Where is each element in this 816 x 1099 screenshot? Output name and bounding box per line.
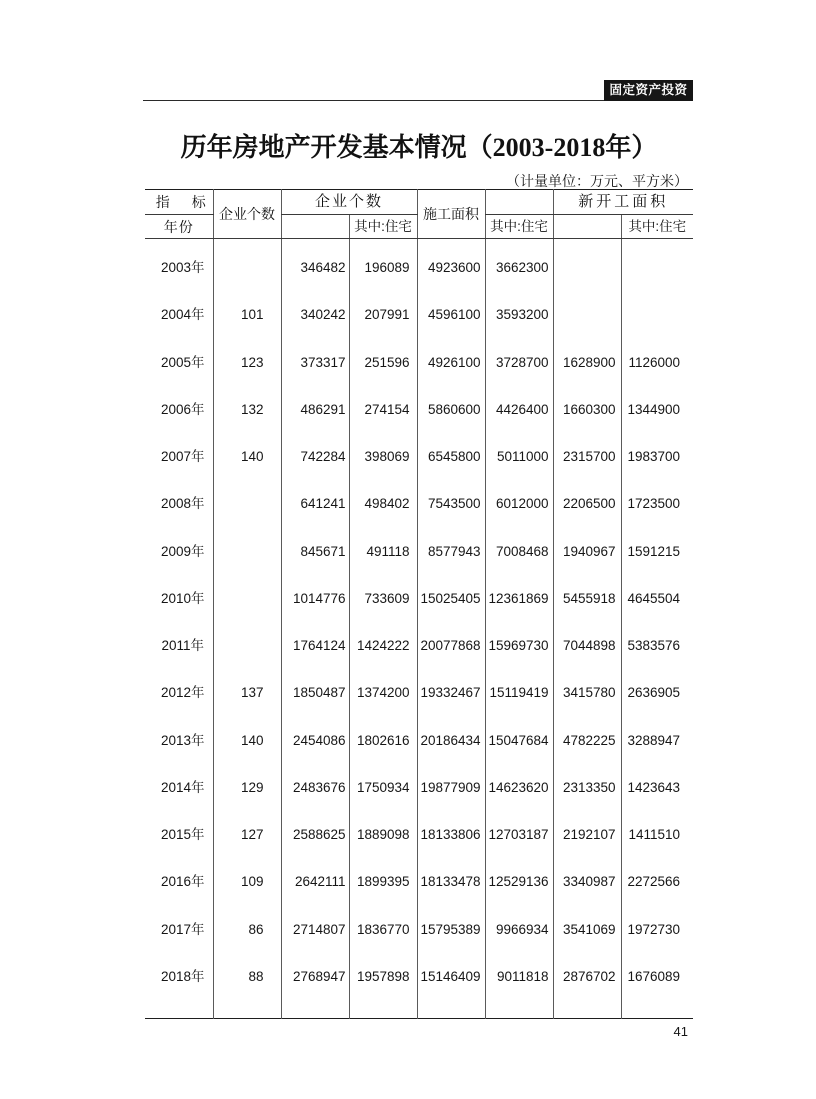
construction-area-residential-cell: 15969730 — [485, 623, 553, 670]
stub-header-indicator: 指 标 — [145, 190, 213, 215]
enterprise-count-group-cell: 373317 — [281, 339, 349, 386]
enterprise-count-residential-cell: 1750934 — [349, 764, 417, 811]
enterprise-count-group-cell: 2768947 — [281, 953, 349, 1000]
new-start-area-cell: 2315700 — [553, 434, 621, 481]
new-start-area-residential-cell: 1126000 — [621, 339, 693, 386]
enterprise-count-cell: 132 — [213, 386, 281, 433]
enterprise-count-cell: 127 — [213, 812, 281, 859]
spacer-cell — [213, 1001, 281, 1019]
construction-area-residential-cell: 14623620 — [485, 764, 553, 811]
new-start-area-cell: 2876702 — [553, 953, 621, 1000]
construction-area-cell: 4596100 — [417, 292, 485, 339]
table-row — [145, 339, 693, 386]
enterprise-count-group-cell: 845671 — [281, 528, 349, 575]
table-row — [145, 386, 693, 433]
new-start-area-cell: 2206500 — [553, 481, 621, 528]
construction-area-cell: 15795389 — [417, 906, 485, 953]
enterprise-count-residential-cell: 274154 — [349, 386, 417, 433]
new-start-area-residential-cell: 1423643 — [621, 764, 693, 811]
construction-area-cell: 5860600 — [417, 386, 485, 433]
enterprise-count-residential-cell: 251596 — [349, 339, 417, 386]
construction-area-cell: 15025405 — [417, 575, 485, 622]
enterprise-count-group-cell: 340242 — [281, 292, 349, 339]
year-cell: 2013年 — [160, 732, 205, 748]
construction-area-cell: 18133478 — [417, 859, 485, 906]
header-group-enterprise-count: 企业个数 — [281, 190, 417, 215]
table-header — [145, 190, 693, 239]
new-start-area-residential-cell: 1983700 — [621, 434, 693, 481]
enterprise-count-group-cell: 346482 — [281, 245, 349, 292]
spacer-cell — [281, 1001, 349, 1019]
year-cell: 2004年 — [160, 307, 205, 323]
table-row — [145, 670, 693, 717]
new-start-area-residential-cell: 1972730 — [621, 906, 693, 953]
construction-area-residential-cell: 15047684 — [485, 717, 553, 764]
construction-area-residential-cell: 5011000 — [485, 434, 553, 481]
new-start-area-cell: 3541069 — [553, 906, 621, 953]
enterprise-count-group-cell: 2588625 — [281, 812, 349, 859]
construction-area-cell: 18133806 — [417, 812, 485, 859]
construction-area-residential-cell: 3662300 — [485, 245, 553, 292]
spacer-cell — [485, 1001, 553, 1019]
year-cell: 2015年 — [160, 827, 205, 843]
table-row — [145, 717, 693, 764]
enterprise-count-cell — [213, 575, 281, 622]
enterprise-count-group-cell: 486291 — [281, 386, 349, 433]
header-new-start-residential: 其中:住宅 — [621, 215, 693, 239]
table-row — [145, 812, 693, 859]
table-spacer — [145, 1001, 693, 1019]
spacer-cell — [621, 1001, 693, 1019]
enterprise-count-residential-cell: 1889098 — [349, 812, 417, 859]
header-empty-cell — [553, 215, 621, 239]
construction-area-cell: 7543500 — [417, 481, 485, 528]
year-cell: 2017年 — [160, 921, 205, 937]
unit-note: （计量单位：万元、平方米） — [506, 173, 688, 189]
enterprise-count-group-cell: 641241 — [281, 481, 349, 528]
new-start-area-residential-cell: 1344900 — [621, 386, 693, 433]
enterprise-count-residential-cell: 733609 — [349, 575, 417, 622]
enterprise-count-group-cell: 2483676 — [281, 764, 349, 811]
header-construction-residential: 其中:住宅 — [485, 215, 553, 239]
new-start-area-residential-cell: 2272566 — [621, 859, 693, 906]
header-empty-cell — [281, 215, 349, 239]
construction-area-cell: 6545800 — [417, 434, 485, 481]
table-row — [145, 245, 693, 292]
year-cell: 2012年 — [160, 685, 205, 701]
new-start-area-cell: 2313350 — [553, 764, 621, 811]
new-start-area-residential-cell: 1676089 — [621, 953, 693, 1000]
page-number: 41 — [673, 1024, 688, 1039]
construction-area-residential-cell: 12361869 — [485, 575, 553, 622]
header-row-top — [145, 190, 693, 215]
enterprise-count-cell: 88 — [213, 953, 281, 1000]
enterprise-count-residential-cell: 1374200 — [349, 670, 417, 717]
construction-area-residential-cell: 3593200 — [485, 292, 553, 339]
enterprise-count-residential-cell: 1802616 — [349, 717, 417, 764]
construction-area-cell: 20077868 — [417, 623, 485, 670]
enterprise-count-group-cell: 1850487 — [281, 670, 349, 717]
enterprise-count-residential-cell: 491118 — [349, 528, 417, 575]
new-start-area-residential-cell: 4645504 — [621, 575, 693, 622]
enterprise-count-cell — [213, 481, 281, 528]
year-cell: 2008年 — [160, 496, 205, 512]
table-row — [145, 953, 693, 1000]
enterprise-count-group-cell: 1014776 — [281, 575, 349, 622]
year-cell: 2005年 — [160, 354, 205, 370]
enterprise-count-cell — [213, 245, 281, 292]
table-row — [145, 623, 693, 670]
table-body — [145, 239, 693, 1019]
enterprise-count-group-cell: 2642111 — [281, 859, 349, 906]
new-start-area-cell: 3415780 — [553, 670, 621, 717]
enterprise-count-cell: 123 — [213, 339, 281, 386]
header-group-residential: 其中:住宅 — [349, 215, 417, 239]
enterprise-count-group-cell: 2714807 — [281, 906, 349, 953]
table-row — [145, 528, 693, 575]
new-start-area-cell: 4782225 — [553, 717, 621, 764]
construction-area-residential-cell: 3728700 — [485, 339, 553, 386]
table-row — [145, 906, 693, 953]
table-row — [145, 434, 693, 481]
stub-header-year: 年份 — [145, 215, 213, 239]
construction-area-residential-cell: 12703187 — [485, 812, 553, 859]
construction-area-residential-cell: 7008468 — [485, 528, 553, 575]
table-row — [145, 764, 693, 811]
table-row — [145, 859, 693, 906]
year-cell: 2010年 — [160, 590, 205, 606]
enterprise-count-residential-cell: 1424222 — [349, 623, 417, 670]
new-start-area-cell: 5455918 — [553, 575, 621, 622]
new-start-area-cell — [553, 245, 621, 292]
construction-area-cell: 19332467 — [417, 670, 485, 717]
new-start-area-cell — [553, 292, 621, 339]
enterprise-count-group-cell: 742284 — [281, 434, 349, 481]
enterprise-count-cell: 86 — [213, 906, 281, 953]
enterprise-count-cell — [213, 623, 281, 670]
year-cell: 2007年 — [160, 449, 205, 465]
new-start-area-cell: 7044898 — [553, 623, 621, 670]
construction-area-residential-cell: 4426400 — [485, 386, 553, 433]
construction-area-residential-cell: 6012000 — [485, 481, 553, 528]
new-start-area-residential-cell: 2636905 — [621, 670, 693, 717]
enterprise-count-group-cell: 1764124 — [281, 623, 349, 670]
enterprise-count-cell: 140 — [213, 434, 281, 481]
new-start-area-residential-cell — [621, 292, 693, 339]
enterprise-count-cell: 140 — [213, 717, 281, 764]
new-start-area-cell: 1660300 — [553, 386, 621, 433]
year-cell: 2011年 — [161, 638, 205, 654]
new-start-area-cell: 3340987 — [553, 859, 621, 906]
year-cell: 2016年 — [160, 874, 205, 890]
construction-area-cell: 20186434 — [417, 717, 485, 764]
new-start-area-residential-cell: 3288947 — [621, 717, 693, 764]
year-cell: 2003年 — [160, 260, 205, 276]
year-cell: 2009年 — [160, 543, 205, 559]
construction-area-residential-cell: 9011818 — [485, 953, 553, 1000]
enterprise-count-residential-cell: 1836770 — [349, 906, 417, 953]
enterprise-count-cell: 137 — [213, 670, 281, 717]
table-row — [145, 481, 693, 528]
new-start-area-residential-cell — [621, 245, 693, 292]
construction-area-cell: 15146409 — [417, 953, 485, 1000]
new-start-area-cell: 2192107 — [553, 812, 621, 859]
data-table — [145, 189, 693, 1019]
header-enterprise-count: 企业个数 — [213, 190, 281, 239]
new-start-area-residential-cell: 1411510 — [621, 812, 693, 859]
construction-area-cell: 8577943 — [417, 528, 485, 575]
new-start-area-residential-cell: 1591215 — [621, 528, 693, 575]
spacer-cell — [553, 1001, 621, 1019]
year-cell: 2006年 — [160, 401, 205, 417]
new-start-area-residential-cell: 5383576 — [621, 623, 693, 670]
construction-area-residential-cell: 9966934 — [485, 906, 553, 953]
construction-area-cell: 19877909 — [417, 764, 485, 811]
table-row — [145, 575, 693, 622]
new-start-area-cell: 1628900 — [553, 339, 621, 386]
enterprise-count-cell: 101 — [213, 292, 281, 339]
new-start-area-cell: 1940967 — [553, 528, 621, 575]
construction-area-residential-cell: 12529136 — [485, 859, 553, 906]
new-start-area-residential-cell: 1723500 — [621, 481, 693, 528]
section-tab: 固定资产投资 — [604, 80, 693, 101]
header-new-start-area: 新开工面积 — [553, 190, 693, 215]
enterprise-count-cell: 129 — [213, 764, 281, 811]
page-title: 历年房地产开发基本情况（2003-2018年） — [180, 133, 658, 162]
enterprise-count-residential-cell: 207991 — [349, 292, 417, 339]
enterprise-count-residential-cell: 1899395 — [349, 859, 417, 906]
enterprise-count-residential-cell: 498402 — [349, 481, 417, 528]
table-row — [145, 292, 693, 339]
construction-area-cell: 4923600 — [417, 245, 485, 292]
construction-area-residential-cell: 15119419 — [485, 670, 553, 717]
enterprise-count-group-cell: 2454086 — [281, 717, 349, 764]
construction-area-cell: 4926100 — [417, 339, 485, 386]
enterprise-count-cell: 109 — [213, 859, 281, 906]
header-construction-area: 施工面积 — [417, 190, 485, 239]
enterprise-count-residential-cell: 196089 — [349, 245, 417, 292]
enterprise-count-residential-cell: 1957898 — [349, 953, 417, 1000]
spacer-cell — [417, 1001, 485, 1019]
header-empty-cell — [485, 190, 553, 215]
year-cell: 2018年 — [160, 968, 205, 984]
year-cell: 2014年 — [160, 779, 205, 795]
spacer-cell — [145, 1001, 213, 1019]
spacer-cell — [349, 1001, 417, 1019]
enterprise-count-residential-cell: 398069 — [349, 434, 417, 481]
enterprise-count-cell — [213, 528, 281, 575]
